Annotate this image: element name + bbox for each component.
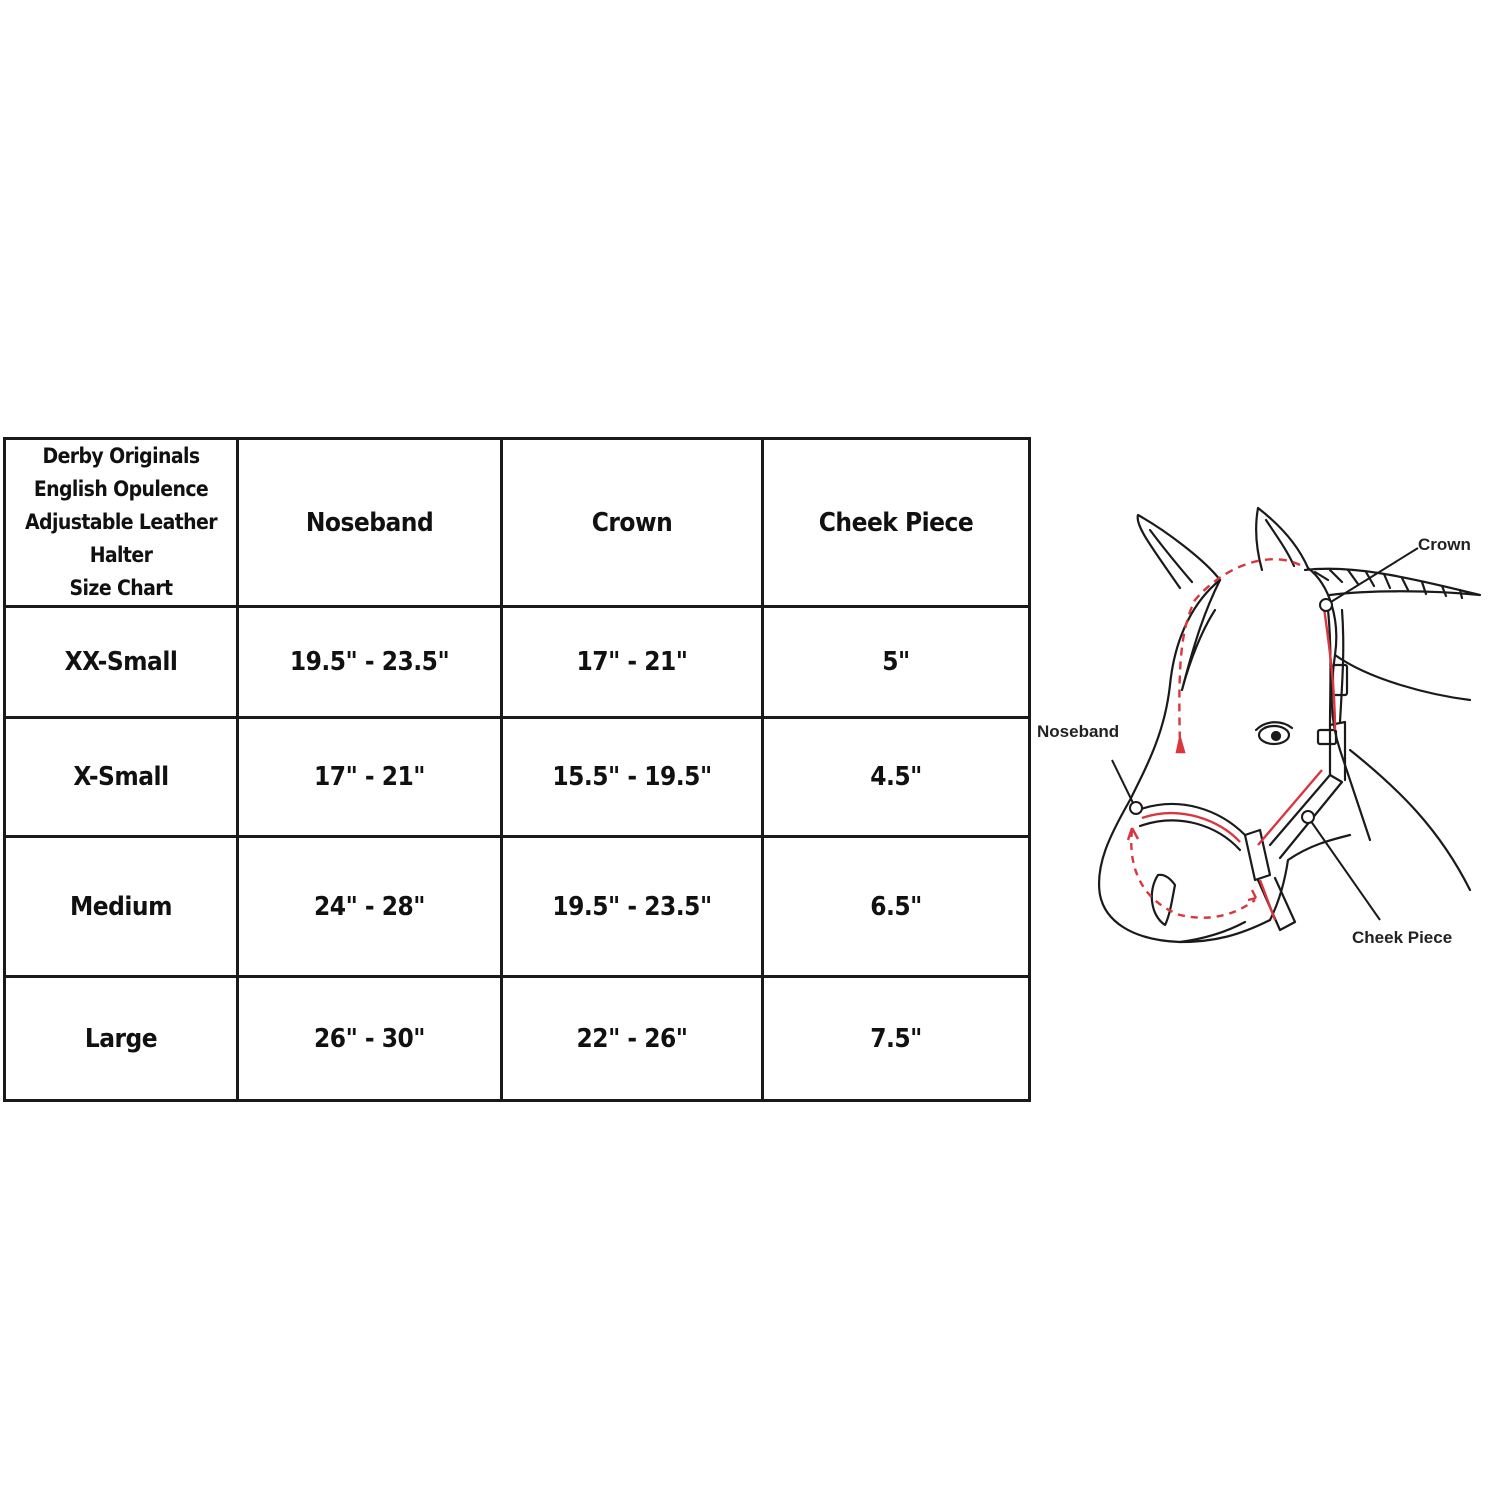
size-cell: Medium (5, 837, 238, 977)
crown-cell: 22" - 26" (502, 977, 763, 1101)
cheek-piece-callout-label: Cheek Piece (1352, 928, 1453, 947)
table-title-cell (5, 439, 238, 607)
crown-cell: 17" - 21" (502, 607, 763, 718)
header-cheek-piece: Cheek Piece (763, 439, 1030, 607)
table-row (5, 977, 1030, 1101)
crown-cell: 19.5" - 23.5" (502, 837, 763, 977)
crown-callout-label: Crown (1418, 535, 1471, 554)
header-noseband: Noseband (238, 439, 502, 607)
table-row (5, 718, 1030, 837)
table-row (5, 607, 1030, 718)
noseband-cell: 26" - 30" (238, 977, 502, 1101)
halter-diagram (1030, 490, 1500, 1020)
noseband-cell: 19.5" - 23.5" (238, 607, 502, 718)
title-line: English Opulence (33, 477, 209, 501)
cheek-piece-cell: 4.5" (763, 718, 1030, 837)
size-cell: Large (5, 977, 238, 1101)
table-header-row (5, 439, 1030, 607)
title-line: Derby Originals (42, 444, 200, 468)
header-crown: Crown (502, 439, 763, 607)
table-row (5, 837, 1030, 977)
size-chart-table (3, 437, 1031, 1102)
title-line: Size Chart (69, 576, 173, 600)
noseband-cell: 17" - 21" (238, 718, 502, 837)
cheek-piece-cell: 5" (763, 607, 1030, 718)
cheek-piece-cell: 7.5" (763, 977, 1030, 1101)
size-cell: X-Small (5, 718, 238, 837)
size-cell: XX-Small (5, 607, 238, 718)
noseband-cell: 24" - 28" (238, 837, 502, 977)
noseband-callout-label: Noseband (1037, 722, 1120, 741)
crown-cell: 15.5" - 19.5" (502, 718, 763, 837)
title-line: Adjustable Leather Halter (25, 510, 217, 567)
cheek-piece-cell: 6.5" (763, 837, 1030, 977)
